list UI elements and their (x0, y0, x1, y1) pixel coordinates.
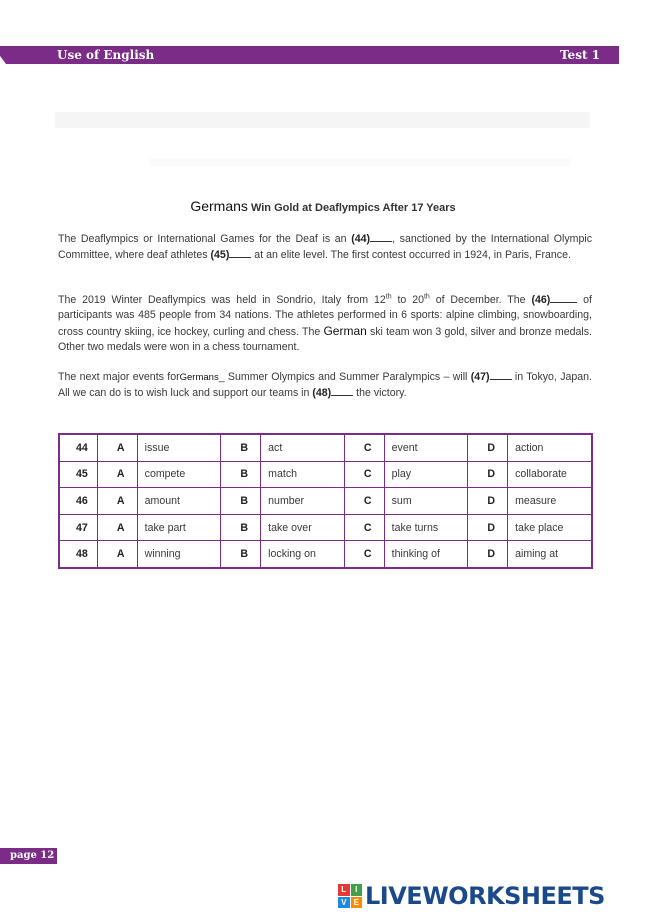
options-table (58, 433, 593, 569)
option-a[interactable]: issue (137, 434, 221, 461)
gap-number-46: (46) (531, 294, 551, 306)
option-letter-c: C (344, 514, 384, 541)
gap-44[interactable] (370, 231, 392, 242)
option-letter-a: A (97, 461, 137, 488)
option-letter-d: D (468, 434, 508, 461)
liveworksheets-icon: L I V E (338, 884, 362, 908)
option-b[interactable]: match (261, 461, 345, 488)
option-b[interactable]: number (261, 488, 345, 515)
option-letter-b: B (221, 488, 261, 515)
option-letter-b: B (221, 461, 261, 488)
option-row (59, 514, 592, 541)
option-c[interactable]: thinking of (384, 541, 468, 568)
gap-number-48: (48) (312, 387, 332, 400)
option-letter-d: D (468, 514, 508, 541)
option-a[interactable]: amount (137, 488, 221, 515)
inserted-word-germans: Germans (179, 372, 219, 383)
gap-46[interactable] (550, 292, 577, 303)
option-letter-a: A (97, 488, 137, 515)
article-title (0, 198, 646, 214)
gap-45[interactable] (229, 247, 251, 258)
gap-number-47: (47) (470, 371, 490, 383)
option-d[interactable]: aiming at (508, 541, 592, 568)
option-c[interactable]: take turns (384, 514, 468, 541)
option-letter-c: C (344, 461, 384, 488)
option-c[interactable]: sum (384, 488, 468, 515)
page-number: page 12 (10, 850, 55, 861)
option-d[interactable]: take place (508, 514, 592, 541)
option-letter-a: A (97, 541, 137, 568)
paragraph-2: The 2019 Winter Deaflympics was held in Sondrio, Italy from 12th to 20th of December. The (46) of participants was 485 people from 34 nations. The athletes performed in 6 sports: alpine climbing, snowboarding, cross country skiing, ice hockey, curling and chess. The German ski team won 3 gold, silver and bronze medals. Other two medals were won in a chess tournament. (58, 293, 592, 354)
option-letter-d: D (468, 461, 508, 488)
question-number: 45 (59, 461, 97, 488)
option-letter-a: A (97, 514, 137, 541)
question-number: 47 (59, 514, 97, 541)
option-letter-b: B (221, 434, 261, 461)
option-letter-a: A (97, 434, 137, 461)
question-number: 44 (59, 434, 97, 461)
option-letter-c: C (344, 541, 384, 568)
inserted-word-german: German (323, 323, 367, 338)
paragraph-3: The next major events forGermans_ Summer Olympics and Summer Paralympics – will (47) in Tokyo, Japan. All we can do is to wish luck and support our teams in (48) the victory. (58, 371, 592, 400)
liveworksheets-wordmark: LIVEWORKSHEETS (365, 882, 605, 910)
section-title: Use of English (57, 48, 155, 62)
test-label: Test 1 (560, 48, 601, 62)
option-d[interactable]: action (508, 434, 592, 461)
option-b[interactable]: act (261, 434, 345, 461)
title-inserted-word: Germans (190, 198, 248, 214)
gap-number-45: (45) (210, 249, 230, 262)
option-a[interactable]: compete (137, 461, 221, 488)
option-c[interactable]: event (384, 434, 468, 461)
option-c[interactable]: play (384, 461, 468, 488)
option-d[interactable]: collaborate (508, 461, 592, 488)
option-d[interactable]: measure (508, 488, 592, 515)
liveworksheets-logo (338, 879, 605, 913)
faint-bleed-text (55, 112, 590, 128)
option-letter-d: D (468, 541, 508, 568)
paragraph-1: The Deaflympics or International Games for the Deaf is an (44) , sanctioned by the International Olympic Committee, where deaf athletes (45) at an elite level. The first contest occurred in 1924, in Paris, France. (58, 233, 592, 262)
gap-number-44: (44) (351, 233, 371, 245)
option-row (59, 461, 592, 488)
option-letter-c: C (344, 434, 384, 461)
option-a[interactable]: winning (137, 541, 221, 568)
option-letter-b: B (221, 541, 261, 568)
title-rest: Win Gold at Deaflympics After 17 Years (247, 202, 456, 214)
option-letter-c: C (344, 488, 384, 515)
option-b[interactable]: take over (261, 514, 345, 541)
option-row (59, 434, 592, 461)
question-number: 48 (59, 541, 97, 568)
option-letter-d: D (468, 488, 508, 515)
option-row (59, 541, 592, 568)
gap-48[interactable] (331, 385, 353, 396)
option-a[interactable]: take part (137, 514, 221, 541)
gap-47[interactable] (490, 369, 512, 380)
faint-bleed-text (150, 158, 570, 166)
option-b[interactable]: locking on (261, 541, 345, 568)
question-number: 46 (59, 488, 97, 515)
option-letter-b: B (221, 514, 261, 541)
option-row (59, 488, 592, 515)
